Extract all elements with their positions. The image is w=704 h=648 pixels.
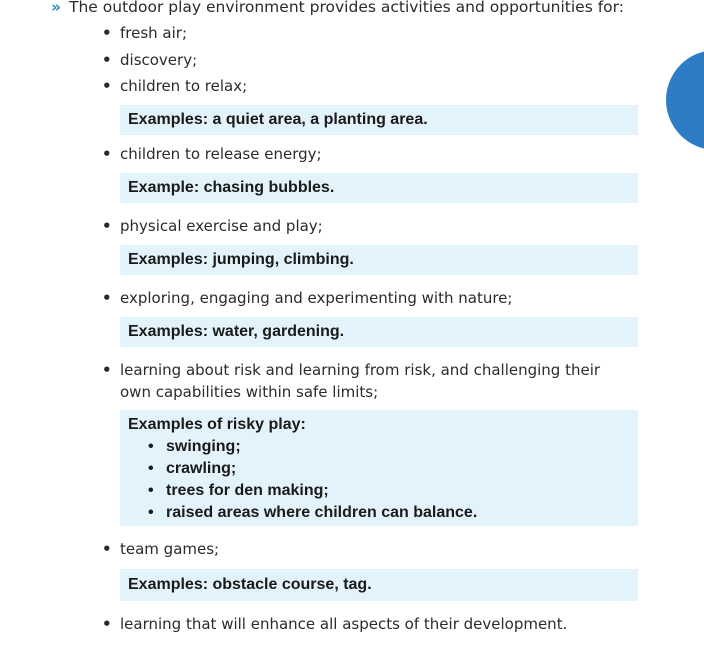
- bullet-dot: •: [102, 361, 112, 379]
- intro-line: [51, 0, 624, 17]
- decorative-circle: [666, 50, 704, 150]
- list-item: [102, 359, 630, 403]
- sub-list-item-text: crawling;: [166, 460, 237, 477]
- example-text: Examples: obstacle course, tag.: [128, 576, 372, 593]
- example-box: [120, 317, 638, 347]
- bullet-dot: •: [102, 77, 112, 95]
- example-box: [120, 105, 638, 135]
- bullet-dot: •: [102, 540, 112, 558]
- sub-list-item: • trees for den making;: [148, 482, 329, 499]
- bullet-dot: •: [102, 615, 112, 633]
- list-item-text: team games;: [120, 540, 220, 558]
- sub-list-item-text: swinging;: [166, 438, 241, 455]
- list-item-text: learning that will enhance all aspects of their development.: [120, 615, 568, 633]
- list-item: [102, 287, 630, 309]
- example-text: Example: chasing bubbles.: [128, 179, 335, 196]
- list-item: [102, 75, 630, 97]
- list-item-text: fresh air;: [120, 24, 188, 42]
- bullet-dot: •: [102, 145, 112, 163]
- bullet-dot: •: [102, 51, 112, 69]
- list-item-text: discovery;: [120, 51, 198, 69]
- example-box: [120, 569, 638, 601]
- sub-list-item-text: trees for den making;: [166, 482, 329, 499]
- sub-list-item: • swinging;: [148, 438, 241, 455]
- list-item: [102, 538, 630, 560]
- list-item-text: children to release energy;: [120, 145, 322, 163]
- example-text: Examples: jumping, climbing.: [128, 251, 354, 268]
- sub-list-item-text: raised areas where children can balance.: [166, 504, 478, 521]
- list-item: [102, 49, 630, 71]
- sub-list-item: • crawling;: [148, 460, 237, 477]
- list-item-text: learning about risk and learning from risk, and challenging their own capabilities within safe limits;: [120, 361, 601, 401]
- example-box: [120, 245, 638, 275]
- bullet-dot: •: [102, 289, 112, 307]
- intro-text: The outdoor play environment provides activities and opportunities for:: [69, 0, 624, 16]
- bullet-dot: •: [102, 24, 112, 42]
- sub-list-item: • raised areas where children can balance.: [148, 504, 478, 521]
- chevron-marker-icon: »: [51, 0, 62, 16]
- example-text: Examples of risky play:: [128, 416, 306, 433]
- list-item-text: children to relax;: [120, 77, 248, 95]
- list-item-text: physical exercise and play;: [120, 217, 323, 235]
- list-item: [102, 22, 630, 44]
- bullet-dot: •: [102, 217, 112, 235]
- example-box: [120, 410, 638, 526]
- example-text: Examples: a quiet area, a planting area.: [128, 111, 428, 128]
- list-item: [102, 215, 630, 237]
- list-item: [102, 613, 630, 635]
- example-box: [120, 173, 638, 203]
- list-item: [102, 143, 630, 165]
- example-text: Examples: water, gardening.: [128, 323, 345, 340]
- list-item-text: exploring, engaging and experimenting with nature;: [120, 289, 513, 307]
